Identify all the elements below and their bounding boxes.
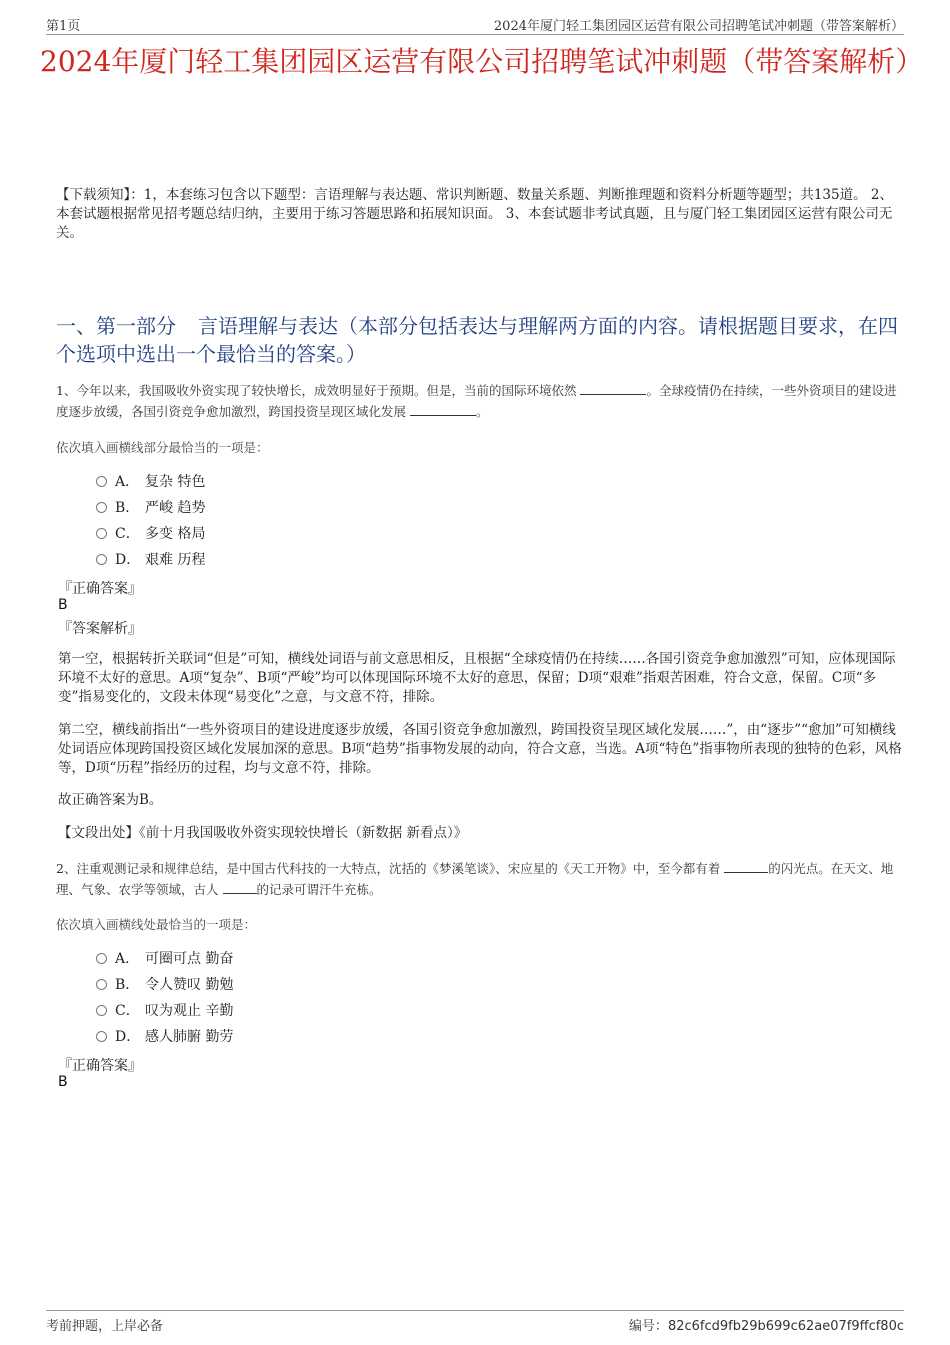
q2-option-d[interactable]: D． 感人肺腑 勤劳 [96,1026,233,1046]
q2-text-part-a: 2、注重观测记录和规律总结，是中国古代科技的一大特点，沈括的《梦溪笔谈》、宋应星的《天工开物》中，至今都有着 [56,861,721,876]
radio-icon[interactable] [96,528,107,539]
q2-text-part-c: 的记录可谓汗牛充栋。 [256,882,382,897]
radio-icon[interactable] [96,1005,107,1016]
q1-text-part-b: 。全球疫情仍在持续，一些外资项目的建设进度逐步放缓，各国引资竞争愈加激烈，跨国投资呈现区域化发展 [56,383,897,419]
q2-answer-heading: 『正确答案』 [58,1058,142,1074]
header-doc-title: 2024年厦门轻工集团园区运营有限公司招聘笔试冲刺题（带答案解析） [493,19,904,34]
section-description: 言语理解与表达（本部分包括表达与理解两方面的内容。请根据题目要求，在四个选项中选出一个最恰当的答案。） [56,314,898,366]
download-notice: 【下载须知】：1，本套练习包含以下题型：言语理解与表达题、常识判断题、数量关系题、判断推理题和资料分析题等题型；共135道。 2、本套试题根据常见招考题总结归纳，主要用于练习答题思路和拓展知识面。 3、本套试题非考试真题，且与厦门轻工集团园区运营有限公司无关。 [56,187,893,241]
q2-text-part-b: 的闪光点。在天文、地理、气象、农学等领域，古人 [56,861,894,897]
answer-blank [410,401,476,416]
question-1-text [56,380,900,422]
footer-code: 编号：82c6fcd9fb29b699c62ae07f9ffcf80c [628,1319,904,1334]
answer-blank [580,380,646,395]
q2-prompt: 依次填入画横线处最恰当的一项是： [56,917,257,932]
q1-option-d[interactable]: D． 艰难 历程 [96,549,205,569]
answer-blank [223,879,257,894]
q1-analysis-conclusion: 故正确答案为B。 [58,792,163,808]
q1-answer-heading: 『正确答案』 [58,581,142,597]
radio-icon[interactable] [96,1031,107,1042]
radio-icon[interactable] [96,953,107,964]
q1-option-a[interactable]: A． 复杂 特色 [96,471,205,491]
q1-text-part-c: 。 [476,404,489,419]
q1-option-b[interactable]: B． 严峻 趋势 [96,497,205,517]
q1-source: 【文段出处】《前十月我国吸收外资实现较快增长（新数据 新看点）》 [58,825,468,841]
q1-analysis-paragraph-1: 第一空，根据转折关联词“但是”可知，横线处词语与前文意思相反，且根据“全球疫情仍在持续……各国引资竞争愈加激烈”可知，应体现国际环境不太好的意思。A项“复杂”、B项“严峻”均可以体现国际环境不太好的意思，保留；D项“艰难”指艰苦困难，符合文意，保留。C项“多变”指易变化的，文段未体现“易变化”之意，与文意不符，排除。 [58,651,896,705]
q1-answer: B [58,597,68,613]
page-header [46,12,904,35]
document-title: 2024年厦门轻工集团园区运营有限公司招聘笔试冲刺题（带答案解析） [40,45,924,78]
q2-option-c[interactable]: C． 叹为观止 辛勤 [96,1000,233,1020]
q2-answer: B [58,1074,68,1090]
q2-option-b[interactable]: B． 令人赞叹 勤勉 [96,974,233,994]
q1-text-part-a: 1、今年以来，我国吸收外资实现了较快增长，成效明显好于预期。但是，当前的国际环境依然 [56,383,577,398]
answer-blank [724,858,768,873]
footer-slogan: 考前押题，上岸必备 [46,1319,164,1334]
page-footer [46,1310,904,1337]
radio-icon[interactable] [96,979,107,990]
section-part: 一、第一部分 [56,314,176,338]
radio-icon[interactable] [96,502,107,513]
radio-icon[interactable] [96,554,107,565]
q1-analysis-paragraph-2: 第二空，横线前指出“一些外资项目的建设进度逐步放缓，各国引资竞争愈加激烈，跨国投资呈现区域化发展……”，由“逐步”“愈加”可知横线处词语应体现跨国投资区域化发展加深的意思。B项“趋势”指事物发展的动向，符合文意，当选。A项“特色”指事物所表现的独特的色彩，风格等，D项“历程”指经历的过程，均与文意不符，排除。 [58,722,902,776]
question-2-text [56,858,900,900]
q2-option-a[interactable]: A． 可圈可点 勤奋 [96,948,233,968]
q1-analysis-heading: 『答案解析』 [58,621,142,637]
page-number: 第1页 [46,19,81,34]
q1-option-c[interactable]: C． 多变 格局 [96,523,205,543]
q1-prompt: 依次填入画横线部分最恰当的一项是： [56,440,269,455]
section-heading [56,312,900,368]
radio-icon[interactable] [96,476,107,487]
